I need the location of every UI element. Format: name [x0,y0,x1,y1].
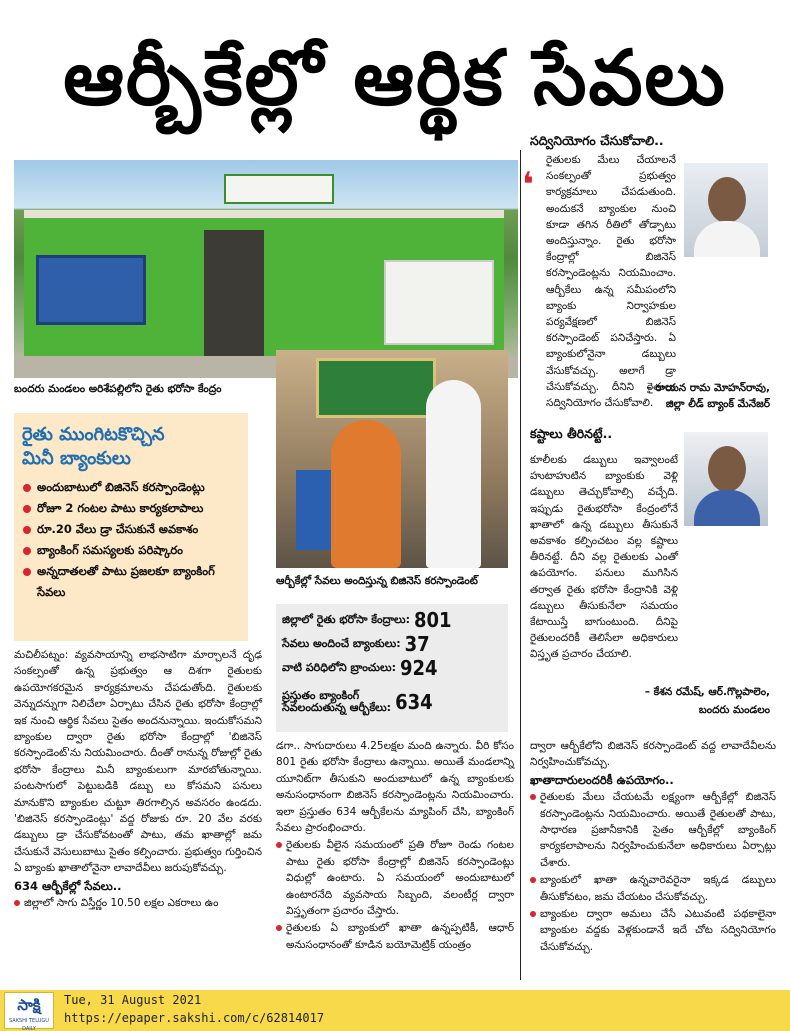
portrait-head [708,177,746,223]
highlight-item: అన్నదాతలతో పాటు ప్రజలకూ బ్యాంకింగ్ సేవలు [22,561,240,603]
photo-door [204,230,264,360]
quote1-sign-name: – రాయన రామ మోహన్‌రావు, [646,382,770,394]
quote2-body-start [530,452,678,663]
highlight-item: బ్యాంకింగ్ సమస్యలకు పరిష్కారం [22,540,240,561]
highlight-list [22,477,240,603]
stat-value: 37 [404,632,430,656]
quote1-body-start [546,152,676,411]
stat-label: జిల్లాలో రైతు భరోసా కేంద్రాలు: [282,613,411,626]
article-subhead: ఖాతాదారులందరికీ ఉపయోగం.. [530,772,674,787]
stat-label-line1: ప్రస్తుతం బ్యాంకింగ్ [282,689,360,702]
epaper-footer [0,990,790,1031]
portrait-lead-bank-manager [684,163,768,257]
photo-banner-top [224,174,334,204]
photo-person-standing [426,380,481,568]
photo-banner-right [384,260,494,345]
photo-banner-left [36,255,146,325]
quote1-sign-title: జిల్లా లీడ్ బ్యాంక్ మేనేజర్ [665,398,770,410]
stat-row [282,608,502,632]
highlight-item: అందుబాటులో బిజినెస్ కరస్పాండెంట్లు [22,477,240,498]
stat-label: సేవలు అందించే బ్యాంకులు: [282,637,401,650]
quote1-title: సద్వినియోగం చేసుకోవాలి.. [530,133,664,148]
article-bullet: రైతులకు ఏ బ్యాంకులో ఖాతా ఉన్నప్పటికీ, ఆధార్ అనుసంధానంతో కూడిన బయోమెట్రిక్ యంత్రం [276,920,514,953]
logo-text: సాక్షి [17,996,41,1014]
highlight-item: రోజూ 2 గంటల పాటు కార్యకలాపాలు [22,498,240,519]
article-column-left [14,647,262,913]
portrait-body [694,221,760,257]
article-column-right [530,738,776,956]
photo-poster [316,358,436,418]
sakshi-logo [4,992,54,1029]
article-subhead: 634 ఆర్బీకేల్లో సేవలు.. [14,878,122,893]
article-bullet: రైతులకు మేలు చేయటమే లక్ష్యంగా ఆర్బీకేల్లో బిజినెస్ కరస్పాండెంట్లను నియమించారు. అయితే రైతులతో పాటు, సాధారణ ప్రజానీకానికి సైతం ఆర్బీకేల్లో బ్యాంకింగ్ కార్యకలాపాలను నిర్వహించుకునేలా అధికారులు ఏర్పాట్లు చేశారు. [530,789,776,871]
footer-date: Tue, 31 August 2021 [64,993,202,1007]
stat-label-line2: సేవలందుతున్న ఆర్బీకేలు: [282,701,392,714]
business-correspondent-photo [276,350,508,568]
stat-value: 801 [414,608,452,632]
quote2-sign-place: బందరు మండలం [698,704,770,716]
highlight-title-line2: మినీ బ్యాంకులు [22,448,131,469]
article-paragraph: డగా.. సాగుదారులు 4.25లక్షల మంది ఉన్నారు. వీరి కోసం 801 రైతు భరోసా కేంద్రాలు ఉన్నాయి. అయితే మండలాన్ని యూనిట్‌గా తీసుకుని అందుబాటులో ఉన్న బ్యాంకులకు అనుసంధానంగా బిజినెస్ కరస్పాండెంట్లను నియమించారు. ఇలా ప్రస్తుతం 634 ఆర్బీకేలను మ్యాపింగ్ చేసి, బ్యాంకింగ్ సేవలు ప్రారంభించారు. [276,740,514,835]
article-column-middle [276,738,514,954]
article-paragraph: మచిలీపట్నం: వ్యవసాయాన్ని లాభసాటిగా మార్చాలనే దృఢ సంకల్పంతో ఉన్న ప్రభుత్వం ఆ దిశగా రైతులకు ఉపయోగకరమైన కార్యక్రమాలను చేపడుతోంది. రైతులకు వెన్నుదన్నుగా నిలిచేలా ఏర్పాటు చేసిన రైతు భరోసా కేంద్రాల్లో ఇక నుంచి ఆర్థిక సేవలు సైతం అందనున్నాయి. ఇందుకోసమని బ్యాంకుల ద్వారా రైతు భరోసా కేంద్రాల్లో 'బిజినెస్ కరస్పాండెంట్'ను నియమించారు. దీంతో రానున్న రోజుల్లో రైతు భరోసా కేంద్రాలు మినీ బ్యాంకులుగా మారబోతున్నాయి. పంటసాగులో పెట్టుబడికి డబ్బు లు కోసమని పనులు మానుకొని బ్యాంకుల చుట్టూ తిరగాల్సిన అవసరం ఉండదు. 'బిజినెస్ కరస్పాండెంట్లు' వద్ద రోజుకు రూ. 20 వేల వరకు డబ్బులు డ్రా చేసుకోవటంతో పాటు, తమ ఖాతాల్లో జమ చేసుకునే వెసులుబాటు సైతం కల్పించారు. ప్రభుత్వం గుర్తించిన ఏ బ్యాంకు ఖాతాలోనైనా లావాదేవీలు జరుపుకోవచ్చు. [14,649,262,875]
portrait-farmer [684,432,768,526]
article-bullet: బ్యాంకుల ద్వారా అమలు చేసే ఎటువంటి పథకాలైనా బ్యాంకుల వద్దకు వెళ్లకుండానే ఇదే చోట సద్వినియోగం చేసుకోవచ్చు. [530,906,776,955]
stat-label: వాటి పరిధిలోని బ్రాంచులు: [282,661,396,674]
highlight-box [14,413,248,641]
stat-row [282,632,502,656]
stat-row [282,680,502,724]
stats-box [276,604,508,732]
article-bullet: బ్యాంకులో ఖాతా ఉన్నవారెవరైనా ఇక్కడ డబ్బులు తీసుకోవటం, జమ చేయటం చేసుకోవచ్చు. [530,872,776,905]
quote2-body: కూలీలకు డబ్బులు ఇవ్వాలంటే హుటాహుటిన బ్యాంకుకు వెళ్లి డబ్బులు తెచ్చుకోవాల్సి వచ్చేది. ఇప్పుడు రైతుభరోసా కేంద్రంలోనే ఖాతాలో ఉన్న డబ్బులు తీసుకునే అవకాశం కల్పించటం వల్ల కష్టాలు తీరినట్టే. దీని వల్ల రైతులకు ఎంతో ఉపయోగం. పనులు ముగిసిన తర్వాత రైతు భరోసా కేంద్రానికి వెళ్లి డబ్బులు తీసుకునేలా సమయం కేటాయిస్తే బాగుంటుంది. దీనిపై రైతులందరికీ తెలిసేలా అధికారులు విస్తృత ప్రచారం చేయాలి. [530,454,678,661]
rbk-office-photo [14,160,518,378]
photo-person-seated [331,420,401,568]
logo-subtitle: SAKSHI TELUGU DAILY [9,1018,49,1031]
quote1-body: రైతులకు మేలు చేయాలనే సంకల్పంతో ప్రభుత్వం కార్యక్రమాలు చేపడుతుంది. అందుకనే బ్యాంకుల నుంచి కూడా తగిన రీతిలో తోడ్పాటు అందిస్తున్నాం. రైతు భరోసా కేంద్రాల్లో బిజినెస్ కరస్పాండెంట్లను నియమించాం. ఆర్బీకేలు ఉన్న సమీపంలోని బ్యాంకు నిర్వాహకుల పర్యవేక్షణలో బిజినెస్ కరస్పాండెంట్ పనిచేస్తారు. ఏ బ్యాంకులోనైనా డబ్బులు వేసుకోవచ్చు. అలాగే డ్రా చేసుకోవచ్చు. దీనిని రైతులు సద్వినియోగం చేసుకోవాలి. [546,154,676,410]
highlight-title-line1: రైతు ముంగిటకొచ్చిన [22,424,165,445]
article-paragraph: ద్వారా ఆర్బీకేలోని బిజినెస్ కరస్పాండెంట్ వద్ద లావాదేవీలను నిర్వహించుకోవచ్చు. [530,740,776,769]
photo-caption-office: బందరు మండలం అరిశేపల్లిలోని రైతు భరోసా కేంద్రం [14,383,222,395]
stat-row [282,656,502,680]
photo-caption-agent: ఆర్బీకేల్లో సేవలు అందిస్తున్న బిజినెస్ కరస్పాండెంట్ [276,575,478,587]
footer-url-link[interactable]: https://epaper.sakshi.com/c/62814017 [64,1011,325,1025]
quote-mark-icon: ❛ [522,165,534,205]
portrait-body [694,490,760,526]
highlight-item: రూ.20 వేలు డ్రా చేసుకునే అవకాశం [22,519,240,540]
quote2-sign-name: – కేశన రమేష్, ఆర్.గొల్లపాలెం, [644,686,770,698]
stat-value: 634 [395,690,433,714]
stat-label [282,690,391,714]
article-bullet: రైతులకు వీలైన సమయంలో ప్రతి రోజూ రెండు గంటల పాటు రైతు భరోసా కేంద్రాల్లో బిజినెస్ కరస్పాండెంట్లు విధుల్లో ఉంటారు. ఏ సమయంలో అందుబాటులో ఉంటారనేది వ్యవసాయ సిబ్బంది, వలంటీర్ల ద్వారా విస్తృతంగా ప్రచారం చేస్తారు. [276,837,514,919]
quote2-title: కష్టాలు తీరినట్టే.. [530,426,613,441]
article-bullet: జిల్లాలో సాగు విస్తీర్ణం 10.50 లక్షల ఎకరాలు ఉం [14,895,262,911]
photo-chair [296,470,336,550]
stat-value: 924 [399,656,438,680]
headline: ఆర్బీకేల్లో ఆర్థిక సేవలు [63,33,727,122]
column-divider [520,150,521,980]
portrait-head [708,446,746,492]
